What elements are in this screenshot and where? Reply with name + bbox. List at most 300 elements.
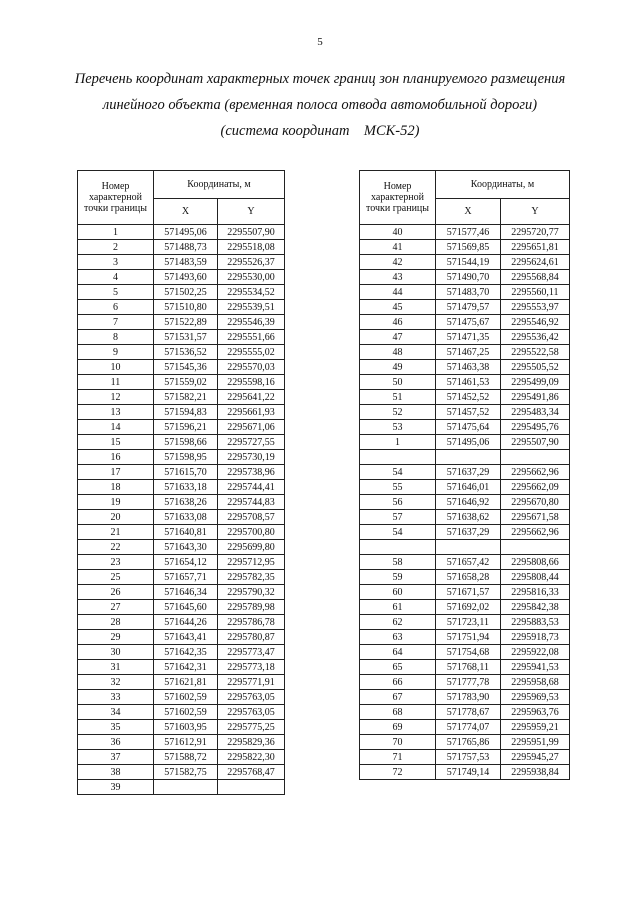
y-coordinate-cell: 2295546,92: [501, 315, 570, 330]
coordinates-table-left: [77, 170, 285, 795]
point-number-cell: 20: [78, 510, 154, 525]
x-coordinate-cell: 571479,57: [436, 300, 501, 315]
table-row: [78, 480, 285, 495]
point-number-cell: 26: [78, 585, 154, 600]
point-number-cell: 17: [78, 465, 154, 480]
point-number-cell: 45: [360, 300, 436, 315]
point-number-cell: [360, 450, 436, 465]
point-number-cell: 1: [78, 225, 154, 240]
table-row: [360, 645, 570, 660]
point-number-cell: 19: [78, 495, 154, 510]
title-line-3: (система координат МСК-52): [220, 123, 420, 139]
x-coordinate-cell: 571621,81: [154, 675, 218, 690]
table-row: [78, 330, 285, 345]
point-number-cell: 47: [360, 330, 436, 345]
table-row: [360, 240, 570, 255]
table-body-right: [360, 225, 570, 780]
y-coordinate-cell: 2295491,86: [501, 390, 570, 405]
point-number-cell: 49: [360, 360, 436, 375]
y-coordinate-cell: 2295727,55: [218, 435, 285, 450]
point-number-cell: 4: [78, 270, 154, 285]
y-coordinate-cell: 2295763,05: [218, 690, 285, 705]
y-coordinate-cell: 2295786,78: [218, 615, 285, 630]
point-number-cell: 60: [360, 585, 436, 600]
point-number-cell: 25: [78, 570, 154, 585]
point-number-cell: 62: [360, 615, 436, 630]
table-row: [360, 270, 570, 285]
table-row: [78, 660, 285, 675]
table-row: [78, 465, 285, 480]
table-row: [78, 630, 285, 645]
x-coordinate-cell: 571510,80: [154, 300, 218, 315]
y-coordinate-cell: 2295661,93: [218, 405, 285, 420]
x-coordinate-cell: 571457,52: [436, 405, 501, 420]
x-coordinate-cell: 571544,19: [436, 255, 501, 270]
x-coordinate-cell: 571658,28: [436, 570, 501, 585]
point-number-cell: 6: [78, 300, 154, 315]
x-coordinate-cell: 571588,72: [154, 750, 218, 765]
y-coordinate-cell: 2295959,21: [501, 720, 570, 735]
x-coordinate-cell: 571545,36: [154, 360, 218, 375]
point-number-cell: 52: [360, 405, 436, 420]
y-coordinate-cell: 2295526,37: [218, 255, 285, 270]
point-number-cell: 48: [360, 345, 436, 360]
y-coordinate-cell: 2295969,53: [501, 690, 570, 705]
x-coordinate-cell: 571594,83: [154, 405, 218, 420]
x-coordinate-cell: 571577,46: [436, 225, 501, 240]
table-row: [360, 225, 570, 240]
x-coordinate-cell: 571483,70: [436, 285, 501, 300]
y-coordinate-cell: 2295773,47: [218, 645, 285, 660]
y-coordinate-cell: 2295662,96: [501, 525, 570, 540]
page-number: 5: [317, 36, 323, 48]
point-number-cell: 68: [360, 705, 436, 720]
y-coordinate-cell: 2295842,38: [501, 600, 570, 615]
point-number-cell: 34: [78, 705, 154, 720]
x-coordinate-cell: 571723,11: [436, 615, 501, 630]
y-coordinate-cell: 2295941,53: [501, 660, 570, 675]
x-coordinate-cell: 571657,42: [436, 555, 501, 570]
x-coordinate-cell: 571646,01: [436, 480, 501, 495]
table-row: [78, 705, 285, 720]
point-number-cell: 15: [78, 435, 154, 450]
y-coordinate-cell: 2295551,66: [218, 330, 285, 345]
point-number-cell: 58: [360, 555, 436, 570]
point-number-cell: 8: [78, 330, 154, 345]
table-row: [78, 765, 285, 780]
x-coordinate-cell: 571493,60: [154, 270, 218, 285]
point-number-cell: 3: [78, 255, 154, 270]
point-number-cell: 43: [360, 270, 436, 285]
point-number-cell: [360, 540, 436, 555]
x-coordinate-cell: 571640,81: [154, 525, 218, 540]
y-coordinate-cell: 2295773,18: [218, 660, 285, 675]
table-row: [360, 495, 570, 510]
table-row: [360, 315, 570, 330]
table-row: [78, 495, 285, 510]
y-coordinate-cell: 2295963,76: [501, 705, 570, 720]
x-coordinate-cell: 571783,90: [436, 690, 501, 705]
x-coordinate-cell: 571638,26: [154, 495, 218, 510]
table-row: [78, 735, 285, 750]
y-coordinate-cell: [218, 780, 285, 795]
table-row: [78, 615, 285, 630]
table-row: [360, 705, 570, 720]
table-row: [360, 360, 570, 375]
y-coordinate-cell: 2295808,66: [501, 555, 570, 570]
table-row: [360, 615, 570, 630]
y-coordinate-cell: 2295662,09: [501, 480, 570, 495]
point-number-cell: 54: [360, 465, 436, 480]
y-coordinate-cell: 2295507,90: [501, 435, 570, 450]
x-coordinate-cell: 571612,91: [154, 735, 218, 750]
y-coordinate-cell: 2295720,77: [501, 225, 570, 240]
point-number-cell: 9: [78, 345, 154, 360]
table-row: [78, 675, 285, 690]
table-row: [78, 285, 285, 300]
point-number-cell: 50: [360, 375, 436, 390]
y-coordinate-cell: 2295624,61: [501, 255, 570, 270]
x-coordinate-cell: 571765,86: [436, 735, 501, 750]
table-row: [360, 630, 570, 645]
y-coordinate-cell: 2295522,58: [501, 345, 570, 360]
point-number-cell: 16: [78, 450, 154, 465]
y-coordinate-cell: 2295790,32: [218, 585, 285, 600]
y-coordinate-cell: 2295670,80: [501, 495, 570, 510]
x-coordinate-cell: 571475,67: [436, 315, 501, 330]
x-coordinate-cell: 571522,89: [154, 315, 218, 330]
table-row: [78, 570, 285, 585]
x-coordinate-cell: 571643,41: [154, 630, 218, 645]
table-row: [360, 555, 570, 570]
y-coordinate-cell: 2295651,81: [501, 240, 570, 255]
table-row: [78, 405, 285, 420]
x-coordinate-cell: 571774,07: [436, 720, 501, 735]
point-number-cell: 46: [360, 315, 436, 330]
table-row: [360, 525, 570, 540]
point-number-cell: 2: [78, 240, 154, 255]
table-row: [78, 750, 285, 765]
y-coordinate-cell: [501, 450, 570, 465]
y-coordinate-cell: 2295662,96: [501, 465, 570, 480]
point-number-cell: 5: [78, 285, 154, 300]
y-coordinate-cell: 2295534,52: [218, 285, 285, 300]
table-row: [78, 645, 285, 660]
table-row: [360, 465, 570, 480]
x-coordinate-cell: 571751,94: [436, 630, 501, 645]
point-number-cell: 13: [78, 405, 154, 420]
table-row: [78, 540, 285, 555]
table-row: [360, 285, 570, 300]
point-number-cell: 51: [360, 390, 436, 405]
x-coordinate-cell: 571754,68: [436, 645, 501, 660]
table-row: [360, 570, 570, 585]
x-coordinate-cell: 571531,57: [154, 330, 218, 345]
table-row: [78, 585, 285, 600]
table-row: [360, 585, 570, 600]
x-coordinate-cell: 571488,73: [154, 240, 218, 255]
x-coordinate-cell: 571642,35: [154, 645, 218, 660]
y-coordinate-cell: 2295738,96: [218, 465, 285, 480]
point-number-cell: 11: [78, 375, 154, 390]
x-coordinate-cell: 571777,78: [436, 675, 501, 690]
x-coordinate-cell: 571536,52: [154, 345, 218, 360]
y-coordinate-cell: 2295782,35: [218, 570, 285, 585]
x-coordinate-cell: 571582,21: [154, 390, 218, 405]
table-row: [78, 240, 285, 255]
y-coordinate-cell: [501, 540, 570, 555]
y-coordinate-cell: 2295507,90: [218, 225, 285, 240]
x-coordinate-cell: 571495,06: [436, 435, 501, 450]
table-row: [78, 315, 285, 330]
y-coordinate-cell: 2295744,41: [218, 480, 285, 495]
table-row: [78, 525, 285, 540]
point-number-cell: 72: [360, 765, 436, 780]
point-number-cell: 65: [360, 660, 436, 675]
point-number-cell: 63: [360, 630, 436, 645]
table-row: [78, 345, 285, 360]
x-coordinate-cell: 571644,26: [154, 615, 218, 630]
y-coordinate-cell: 2295518,08: [218, 240, 285, 255]
point-number-cell: 12: [78, 390, 154, 405]
header-coordinates: Координаты, м: [436, 171, 570, 199]
table-row: [360, 720, 570, 735]
point-number-cell: 35: [78, 720, 154, 735]
point-number-cell: 56: [360, 495, 436, 510]
document-title: [40, 66, 600, 144]
y-coordinate-cell: 2295768,47: [218, 765, 285, 780]
table-row: [78, 435, 285, 450]
x-coordinate-cell: 571749,14: [436, 765, 501, 780]
point-number-cell: 33: [78, 690, 154, 705]
x-coordinate-cell: 571483,59: [154, 255, 218, 270]
y-coordinate-cell: 2295789,98: [218, 600, 285, 615]
point-number-cell: 27: [78, 600, 154, 615]
y-coordinate-cell: 2295560,11: [501, 285, 570, 300]
table-row: [78, 690, 285, 705]
table-row: [360, 600, 570, 615]
point-number-cell: 57: [360, 510, 436, 525]
header-point-number: Номер характерной точки границы: [78, 171, 154, 225]
x-coordinate-cell: 571490,70: [436, 270, 501, 285]
y-coordinate-cell: 2295712,95: [218, 555, 285, 570]
x-coordinate-cell: 571598,95: [154, 450, 218, 465]
title-line-2: линейного объекта (временная полоса отвода автомобильной дороги): [102, 97, 538, 113]
point-number-cell: 70: [360, 735, 436, 750]
x-coordinate-cell: 571646,34: [154, 585, 218, 600]
x-coordinate-cell: 571596,21: [154, 420, 218, 435]
y-coordinate-cell: 2295822,30: [218, 750, 285, 765]
y-coordinate-cell: 2295744,83: [218, 495, 285, 510]
point-number-cell: 39: [78, 780, 154, 795]
y-coordinate-cell: 2295568,84: [501, 270, 570, 285]
table-row: [360, 480, 570, 495]
table-row: [78, 300, 285, 315]
point-number-cell: 67: [360, 690, 436, 705]
table-row: [360, 735, 570, 750]
point-number-cell: 14: [78, 420, 154, 435]
point-number-cell: 30: [78, 645, 154, 660]
table-row: [78, 375, 285, 390]
y-coordinate-cell: 2295780,87: [218, 630, 285, 645]
point-number-cell: 23: [78, 555, 154, 570]
table-row: [78, 720, 285, 735]
y-coordinate-cell: 2295505,52: [501, 360, 570, 375]
x-coordinate-cell: 571643,30: [154, 540, 218, 555]
y-coordinate-cell: 2295808,44: [501, 570, 570, 585]
x-coordinate-cell: 571598,66: [154, 435, 218, 450]
point-number-cell: 71: [360, 750, 436, 765]
table-row: [360, 300, 570, 315]
table-row: [78, 420, 285, 435]
y-coordinate-cell: 2295671,58: [501, 510, 570, 525]
table-row: [78, 270, 285, 285]
table-row: [78, 450, 285, 465]
title-line-1: Перечень координат характерных точек границ зон планируемого размещения: [74, 71, 566, 87]
y-coordinate-cell: 2295555,02: [218, 345, 285, 360]
point-number-cell: 28: [78, 615, 154, 630]
x-coordinate-cell: 571559,02: [154, 375, 218, 390]
x-coordinate-cell: 571602,59: [154, 690, 218, 705]
y-coordinate-cell: 2295483,34: [501, 405, 570, 420]
coordinates-table-right: [359, 170, 570, 780]
point-number-cell: 44: [360, 285, 436, 300]
y-coordinate-cell: 2295546,39: [218, 315, 285, 330]
x-coordinate-cell: 571645,60: [154, 600, 218, 615]
point-number-cell: 64: [360, 645, 436, 660]
x-coordinate-cell: 571461,53: [436, 375, 501, 390]
header-x: X: [154, 199, 218, 225]
y-coordinate-cell: 2295499,09: [501, 375, 570, 390]
y-coordinate-cell: 2295641,22: [218, 390, 285, 405]
y-coordinate-cell: 2295945,27: [501, 750, 570, 765]
x-coordinate-cell: 571603,95: [154, 720, 218, 735]
x-coordinate-cell: 571633,08: [154, 510, 218, 525]
y-coordinate-cell: 2295699,80: [218, 540, 285, 555]
point-number-cell: 69: [360, 720, 436, 735]
point-number-cell: 38: [78, 765, 154, 780]
y-coordinate-cell: 2295671,06: [218, 420, 285, 435]
x-coordinate-cell: 571637,29: [436, 465, 501, 480]
x-coordinate-cell: 571642,31: [154, 660, 218, 675]
y-coordinate-cell: 2295495,76: [501, 420, 570, 435]
y-coordinate-cell: 2295775,25: [218, 720, 285, 735]
point-number-cell: 1: [360, 435, 436, 450]
table-body-left: [78, 225, 285, 795]
y-coordinate-cell: 2295816,33: [501, 585, 570, 600]
y-coordinate-cell: 2295700,80: [218, 525, 285, 540]
y-coordinate-cell: 2295958,68: [501, 675, 570, 690]
x-coordinate-cell: 571768,11: [436, 660, 501, 675]
table-row: [360, 675, 570, 690]
point-number-cell: 66: [360, 675, 436, 690]
x-coordinate-cell: 571615,70: [154, 465, 218, 480]
x-coordinate-cell: 571638,62: [436, 510, 501, 525]
point-number-cell: 29: [78, 630, 154, 645]
point-number-cell: 18: [78, 480, 154, 495]
x-coordinate-cell: 571778,67: [436, 705, 501, 720]
x-coordinate-cell: 571646,92: [436, 495, 501, 510]
point-number-cell: 53: [360, 420, 436, 435]
table-row: [360, 330, 570, 345]
point-number-cell: 21: [78, 525, 154, 540]
point-number-cell: 10: [78, 360, 154, 375]
table-row: [360, 450, 570, 465]
point-number-cell: 40: [360, 225, 436, 240]
y-coordinate-cell: 2295530,00: [218, 270, 285, 285]
table-row: [360, 390, 570, 405]
y-coordinate-cell: 2295570,03: [218, 360, 285, 375]
point-number-cell: 7: [78, 315, 154, 330]
y-coordinate-cell: 2295763,05: [218, 705, 285, 720]
y-coordinate-cell: 2295938,84: [501, 765, 570, 780]
table-row: [360, 540, 570, 555]
x-coordinate-cell: 571654,12: [154, 555, 218, 570]
table-row: [360, 375, 570, 390]
point-number-cell: 31: [78, 660, 154, 675]
table-row: [360, 345, 570, 360]
table-row: [360, 660, 570, 675]
table-row: [78, 555, 285, 570]
table-row: [360, 420, 570, 435]
table-row: [360, 765, 570, 780]
header-y: Y: [501, 199, 570, 225]
x-coordinate-cell: 571633,18: [154, 480, 218, 495]
header-x: X: [436, 199, 501, 225]
point-number-cell: 61: [360, 600, 436, 615]
x-coordinate-cell: [154, 780, 218, 795]
y-coordinate-cell: 2295539,51: [218, 300, 285, 315]
y-coordinate-cell: 2295708,57: [218, 510, 285, 525]
header-y: Y: [218, 199, 285, 225]
y-coordinate-cell: 2295918,73: [501, 630, 570, 645]
table-row: [78, 360, 285, 375]
x-coordinate-cell: 571495,06: [154, 225, 218, 240]
x-coordinate-cell: 571582,75: [154, 765, 218, 780]
table-row: [360, 435, 570, 450]
x-coordinate-cell: 571757,53: [436, 750, 501, 765]
x-coordinate-cell: 571471,35: [436, 330, 501, 345]
x-coordinate-cell: 571602,59: [154, 705, 218, 720]
point-number-cell: 42: [360, 255, 436, 270]
x-coordinate-cell: 571671,57: [436, 585, 501, 600]
x-coordinate-cell: 571467,25: [436, 345, 501, 360]
x-coordinate-cell: 571569,85: [436, 240, 501, 255]
x-coordinate-cell: [436, 540, 501, 555]
x-coordinate-cell: 571502,25: [154, 285, 218, 300]
table-row: [360, 510, 570, 525]
point-number-cell: 36: [78, 735, 154, 750]
x-coordinate-cell: [436, 450, 501, 465]
y-coordinate-cell: 2295553,97: [501, 300, 570, 315]
point-number-cell: 41: [360, 240, 436, 255]
table-row: [78, 255, 285, 270]
table-row: [360, 255, 570, 270]
table-row: [78, 390, 285, 405]
x-coordinate-cell: 571637,29: [436, 525, 501, 540]
header-coordinates: Координаты, м: [154, 171, 285, 199]
point-number-cell: 32: [78, 675, 154, 690]
y-coordinate-cell: 2295951,99: [501, 735, 570, 750]
table-row: [78, 510, 285, 525]
point-number-cell: 55: [360, 480, 436, 495]
table-row: [360, 690, 570, 705]
y-coordinate-cell: 2295829,36: [218, 735, 285, 750]
x-coordinate-cell: 571657,71: [154, 570, 218, 585]
y-coordinate-cell: 2295883,53: [501, 615, 570, 630]
y-coordinate-cell: 2295598,16: [218, 375, 285, 390]
point-number-cell: 54: [360, 525, 436, 540]
